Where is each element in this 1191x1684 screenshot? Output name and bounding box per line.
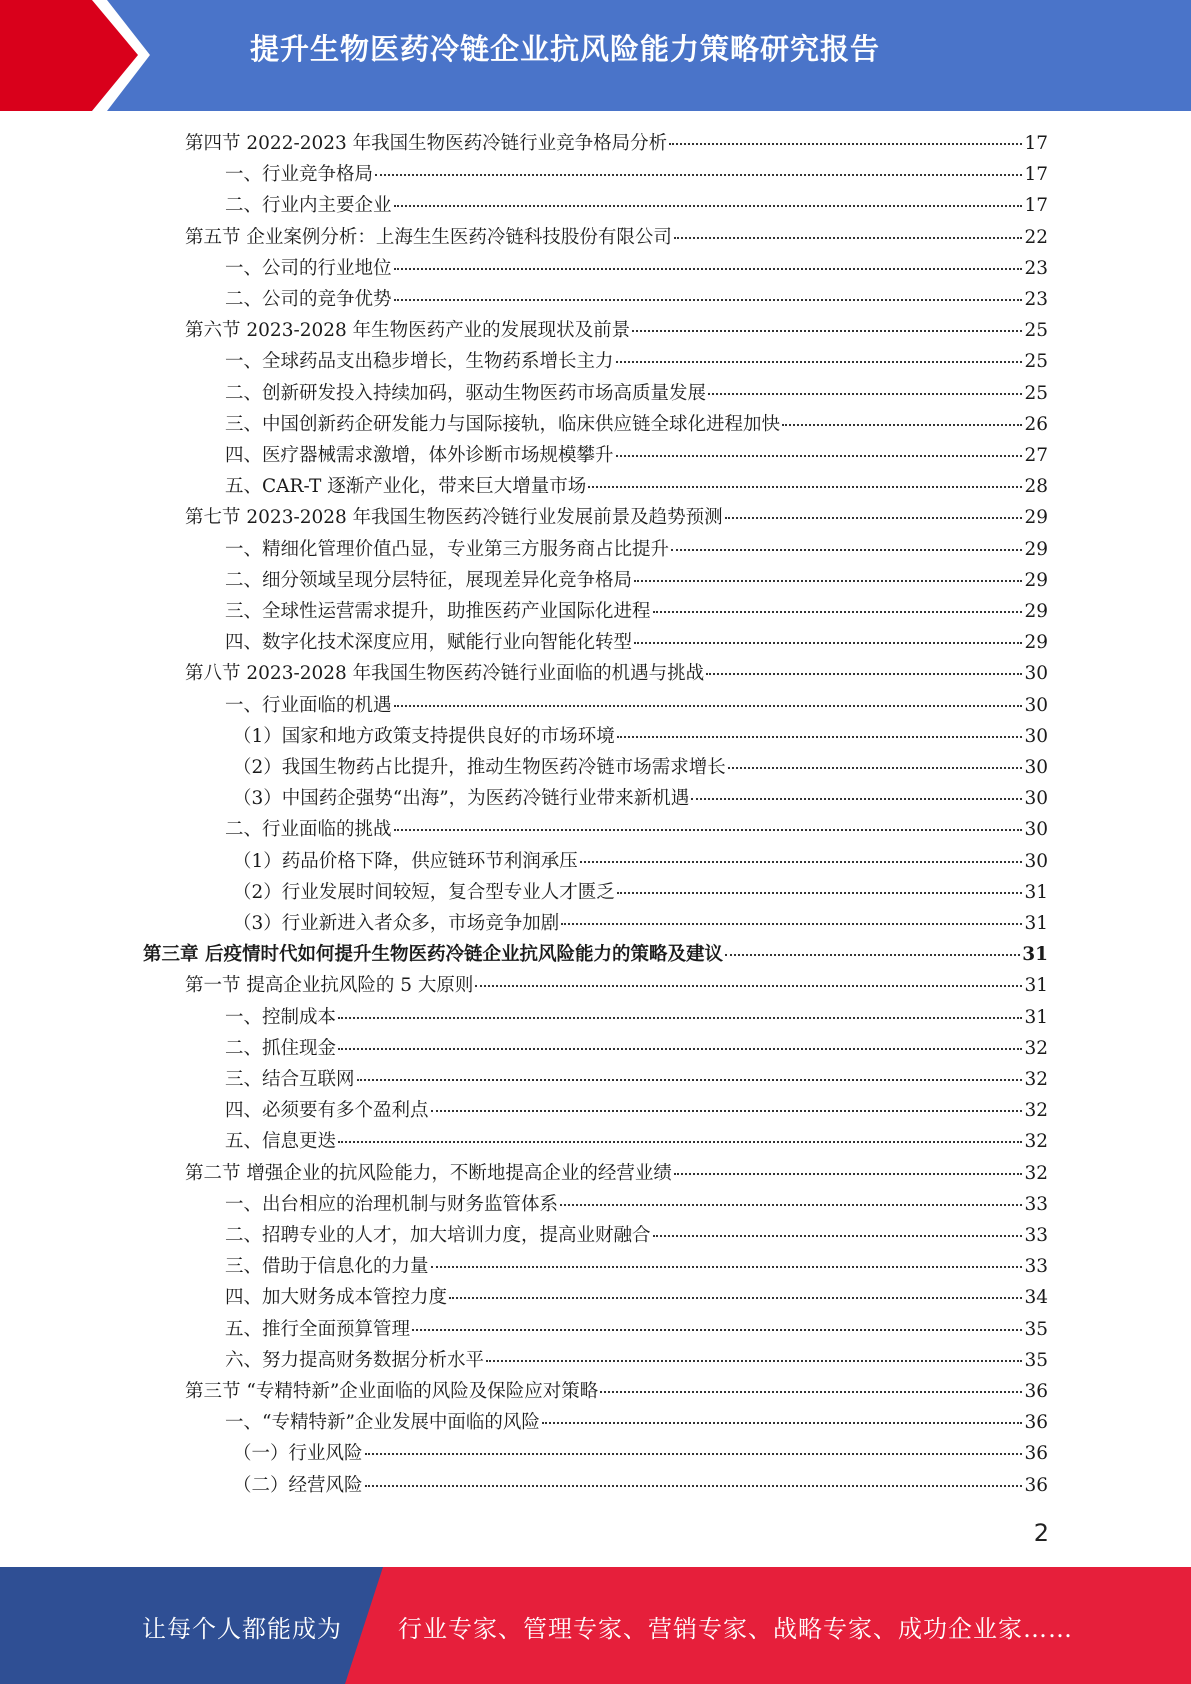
toc-entry-page: 31: [1022, 944, 1048, 966]
toc-leader-dots: [486, 1360, 1022, 1362]
toc-entry[interactable]: [225, 346, 1048, 377]
toc-entry-page: 34: [1024, 1287, 1048, 1309]
toc-leader-dots: [600, 1391, 1022, 1393]
toc-entry-title: 第七节 2023-2028 年我国生物医药冷链行业发展前景及趋势预测: [185, 507, 723, 529]
toc-leader-dots: [338, 1141, 1022, 1143]
toc-leader-dots: [708, 393, 1022, 395]
footer-slogan-left: 让每个人都能成为: [142, 1615, 342, 1643]
toc-entry-title: 第二节 增强企业的抗风险能力，不断地提高企业的经营业绩: [185, 1162, 672, 1184]
toc-leader-dots: [671, 549, 1022, 551]
toc-entry[interactable]: [225, 534, 1048, 565]
toc-entry-page: 35: [1024, 1349, 1048, 1371]
toc-entry-title: 四、加大财务成本管控力度: [225, 1287, 448, 1309]
toc-entry-title: 第六节 2023-2028 年生物医药产业的发展现状及前景: [185, 320, 631, 342]
toc-leader-dots: [580, 861, 1023, 863]
toc-entry-title: 四、医疗器械需求激增，体外诊断市场规模攀升: [225, 445, 614, 466]
toc-entry-page: 25: [1024, 351, 1048, 373]
toc-entry-title: 三、全球性运营需求提升，助推医药产业国际化进程: [225, 601, 651, 622]
toc-entry-title: 一、控制成本: [225, 1006, 337, 1028]
toc-entry-title: 二、创新研发投入持续加码，驱动生物医药市场高质量发展: [225, 382, 707, 404]
toc-entry-page: 31: [1024, 1006, 1048, 1028]
toc-entry[interactable]: [233, 721, 1048, 752]
toc-leader-dots: [725, 517, 1023, 519]
toc-entry-page: 32: [1024, 1131, 1048, 1153]
toc-entry-title: 第三节 “专精特新”企业面临的风险及保险应对策略: [185, 1381, 599, 1402]
toc-entry-title: 五、推行全面预算管理: [225, 1318, 411, 1340]
toc-entry-title: 第八节 2023-2028 年我国生物医药冷链行业面临的机遇与挑战: [185, 663, 705, 685]
toc-entry-title: 二、行业内主要企业: [225, 195, 392, 217]
toc-entry-page: 33: [1024, 1256, 1048, 1278]
toc-leader-dots: [634, 642, 1022, 644]
toc-entry-page: 30: [1024, 788, 1048, 810]
toc-leader-dots: [706, 673, 1022, 675]
toc-entry[interactable]: [225, 409, 1048, 440]
toc-entry-title: 三、借助于信息化的力量: [225, 1256, 429, 1278]
toc-entry-page: 30: [1024, 694, 1048, 716]
toc-entry-title: 二、公司的竞争优势: [225, 289, 392, 310]
toc-entry-title: 一、“专精特新”企业发展中面临的风险: [225, 1412, 540, 1434]
toc-entry-page: 32: [1024, 1037, 1048, 1059]
toc-entry-title: 一、全球药品支出稳步增长，生物药系增长主力: [225, 351, 614, 373]
toc-entry[interactable]: [233, 783, 1048, 814]
page-number: 2: [1033, 1519, 1049, 1547]
toc-entry-title: 第一节 提高企业抗风险的 5 大原则: [185, 975, 474, 997]
toc-entry-page: 30: [1024, 757, 1048, 778]
toc-chapter-entry[interactable]: [143, 939, 1048, 970]
page-footer: [0, 1567, 1191, 1684]
toc-entry-title: 三、结合互联网: [225, 1069, 355, 1090]
toc-leader-dots: [449, 1297, 1022, 1299]
toc-entry-page: 29: [1024, 632, 1048, 654]
toc-entry[interactable]: [225, 159, 1048, 190]
toc-leader-dots: [653, 611, 1023, 613]
toc-entry[interactable]: [185, 315, 1048, 346]
toc-leader-dots: [365, 1485, 1023, 1487]
toc-entry-title: 五、CAR-T 逐渐产业化，带来巨大增量市场: [225, 476, 587, 498]
toc-leader-dots: [394, 205, 1023, 207]
toc-leader-dots: [475, 985, 1022, 987]
toc-entry-page: 29: [1024, 569, 1048, 591]
toc-entry-page: 32: [1024, 1069, 1048, 1090]
toc-entry-title: （1）国家和地方政策支持提供良好的市场环境: [233, 725, 615, 747]
toc-entry-page: 32: [1024, 1100, 1048, 1122]
toc-entry[interactable]: [185, 970, 1048, 1001]
toc-entry[interactable]: [233, 846, 1048, 877]
toc-entry-title: （2）我国生物药占比提升，推动生物医药冷链市场需求增长: [233, 757, 726, 778]
toc-entry[interactable]: [225, 596, 1048, 627]
toc-entry[interactable]: [185, 222, 1048, 253]
toc-leader-dots: [338, 1017, 1022, 1019]
toc-entry-title: 一、行业竞争格局: [225, 164, 374, 186]
toc-leader-dots: [616, 361, 1023, 363]
toc-leader-dots: [561, 923, 1022, 925]
toc-entry[interactable]: [233, 1438, 1048, 1469]
toc-leader-dots: [632, 330, 1022, 332]
toc-entry[interactable]: [225, 190, 1048, 221]
toc-entry[interactable]: [225, 1064, 1048, 1095]
toc-leader-dots: [691, 798, 1022, 800]
toc-entry[interactable]: [233, 877, 1048, 908]
toc-entry[interactable]: [185, 1376, 1048, 1407]
page-header: [0, 0, 1191, 111]
toc-entry-title: 第四节 2022-2023 年我国生物医药冷链行业竞争格局分析: [185, 133, 668, 154]
toc-entry[interactable]: [225, 1314, 1048, 1345]
toc-entry[interactable]: [225, 1126, 1048, 1157]
toc-entry-title: 五、信息更迭: [225, 1131, 337, 1153]
toc-entry-page: 31: [1024, 975, 1048, 997]
toc-leader-dots: [782, 424, 1022, 426]
toc-entry-title: （二）经营风险: [233, 1474, 363, 1496]
toc-entry[interactable]: [225, 565, 1048, 596]
toc-leader-dots: [560, 1204, 1022, 1206]
toc-entry-page: 29: [1024, 538, 1048, 560]
toc-entry-page: 30: [1024, 850, 1048, 872]
toc-entry[interactable]: [185, 128, 1048, 159]
toc-entry[interactable]: [225, 1002, 1048, 1033]
toc-entry-title: （2）行业发展时间较短，复合型专业人才匮乏: [233, 881, 615, 903]
toc-entry-title: 一、行业面临的机遇: [225, 694, 392, 716]
toc-entry-page: 22: [1024, 226, 1048, 248]
toc-entry[interactable]: [225, 690, 1048, 721]
toc-entry-page: 36: [1024, 1412, 1048, 1434]
toc-leader-dots: [634, 580, 1022, 582]
toc-entry-page: 23: [1024, 257, 1048, 279]
toc-entry-title: （一）行业风险: [233, 1443, 363, 1465]
toc-entry-page: 25: [1024, 382, 1048, 404]
toc-entry[interactable]: [225, 378, 1048, 409]
toc-entry-page: 17: [1024, 195, 1048, 217]
toc-entry-page: 25: [1024, 320, 1048, 342]
toc-entry-title: 一、公司的行业地位: [225, 257, 392, 279]
toc-entry-page: 30: [1024, 663, 1048, 685]
toc-entry-title: 四、必须要有多个盈利点: [225, 1100, 429, 1122]
toc-entry-page: 29: [1024, 507, 1048, 529]
toc-leader-dots: [365, 1453, 1023, 1455]
toc-entry-page: 29: [1024, 601, 1048, 622]
toc-entry-page: 31: [1024, 913, 1048, 934]
toc-leader-dots: [617, 736, 1023, 738]
toc-entry-page: 33: [1024, 1193, 1048, 1215]
toc-entry-title: （1）药品价格下降，供应链环节利润承压: [233, 850, 578, 872]
toc-entry-page: 31: [1024, 881, 1048, 903]
toc-entry[interactable]: [225, 814, 1048, 845]
toc-leader-dots: [669, 143, 1022, 145]
toc-leader-dots: [394, 268, 1023, 270]
toc-entry-page: 30: [1024, 819, 1048, 841]
toc-entry[interactable]: [225, 440, 1048, 471]
toc-leader-dots: [674, 237, 1023, 239]
toc-entry-title: 二、招聘专业的人才，加大培训力度，提高业财融合: [225, 1225, 651, 1246]
toc-leader-dots: [338, 1048, 1022, 1050]
toc-entry-page: 36: [1024, 1443, 1048, 1465]
toc-leader-dots: [617, 892, 1023, 894]
toc-entry[interactable]: [225, 627, 1048, 658]
toc-entry-page: 36: [1024, 1474, 1048, 1496]
toc-entry-page: 28: [1024, 476, 1048, 498]
toc-entry-page: 33: [1024, 1225, 1048, 1246]
toc-entry-title: 二、细分领域呈现分层特征，展现差异化竞争格局: [225, 569, 633, 591]
toc-entry-title: （3）中国药企强势“出海”，为医药冷链行业带来新机遇: [233, 788, 690, 810]
toc-entry-title: 一、精细化管理价值凸显，专业第三方服务商占比提升: [225, 538, 670, 560]
toc-leader-dots: [542, 1422, 1023, 1424]
toc-entry[interactable]: [225, 1251, 1048, 1282]
toc-entry[interactable]: [185, 658, 1048, 689]
toc-entry[interactable]: [225, 1282, 1048, 1313]
toc-entry[interactable]: [233, 908, 1048, 939]
toc-entry[interactable]: [225, 253, 1048, 284]
toc-leader-dots: [412, 1329, 1022, 1331]
toc-entry[interactable]: [225, 1407, 1048, 1438]
toc-entry[interactable]: [225, 1220, 1048, 1251]
toc-leader-dots: [588, 486, 1022, 488]
toc-entry[interactable]: [225, 1033, 1048, 1064]
toc-entry-title: 三、中国创新药企研发能力与国际接轨，临床供应链全球化进程加快: [225, 413, 781, 435]
toc-entry-title: （3）行业新进入者众多，市场竞争加剧: [233, 913, 560, 934]
toc-leader-dots: [728, 767, 1023, 769]
toc-entry[interactable]: [225, 1345, 1048, 1376]
toc-entry[interactable]: [233, 752, 1048, 783]
toc-entry-title: 第五节 企业案例分析：上海生生医药冷链科技股份有限公司: [185, 226, 672, 248]
toc-leader-dots: [394, 705, 1023, 707]
toc-entry-page: 36: [1024, 1381, 1048, 1402]
toc-leader-dots: [431, 1266, 1023, 1268]
toc-entry-page: 17: [1024, 133, 1048, 154]
toc-entry-page: 26: [1024, 413, 1048, 435]
toc-leader-dots: [394, 829, 1023, 831]
toc-entry-page: 35: [1024, 1318, 1048, 1340]
toc-entry-title: 二、行业面临的挑战: [225, 819, 392, 841]
toc-leader-dots: [616, 455, 1023, 457]
toc-entry[interactable]: [225, 284, 1048, 315]
toc-entry[interactable]: [233, 1470, 1048, 1501]
toc-entry[interactable]: [225, 1095, 1048, 1126]
toc-entry-title: 四、数字化技术深度应用，赋能行业向智能化转型: [225, 632, 633, 654]
toc-entry-title: 第三章 后疫情时代如何提升生物医药冷链企业抗风险能力的策略及建议: [143, 944, 723, 966]
footer-slogan-right: 行业专家、管理专家、营销专家、战略专家、成功企业家……: [398, 1615, 1073, 1643]
toc-entry-page: 27: [1024, 445, 1048, 466]
toc-leader-dots: [674, 1173, 1023, 1175]
toc-entry[interactable]: [185, 1158, 1048, 1189]
toc-entry-title: 二、抓住现金: [225, 1037, 337, 1059]
toc-entry-page: 17: [1024, 164, 1048, 186]
toc-entry-page: 32: [1024, 1162, 1048, 1184]
toc-leader-dots: [394, 299, 1023, 301]
toc-leader-dots: [653, 1235, 1023, 1237]
toc-leader-dots: [375, 174, 1022, 176]
toc-entry-page: 30: [1024, 725, 1048, 747]
toc-entry[interactable]: [225, 1189, 1048, 1220]
toc-entry-page: 23: [1024, 289, 1048, 310]
toc-entry-title: 六、努力提高财务数据分析水平: [225, 1349, 485, 1371]
toc-entry-title: 一、出台相应的治理机制与财务监管体系: [225, 1193, 559, 1215]
toc-entry[interactable]: [225, 471, 1048, 502]
toc-leader-dots: [431, 1110, 1023, 1112]
toc-leader-dots: [725, 954, 1020, 956]
toc-entry[interactable]: [185, 502, 1048, 533]
toc-leader-dots: [357, 1079, 1023, 1081]
report-title: 提升生物医药冷链企业抗风险能力策略研究报告: [250, 32, 881, 66]
